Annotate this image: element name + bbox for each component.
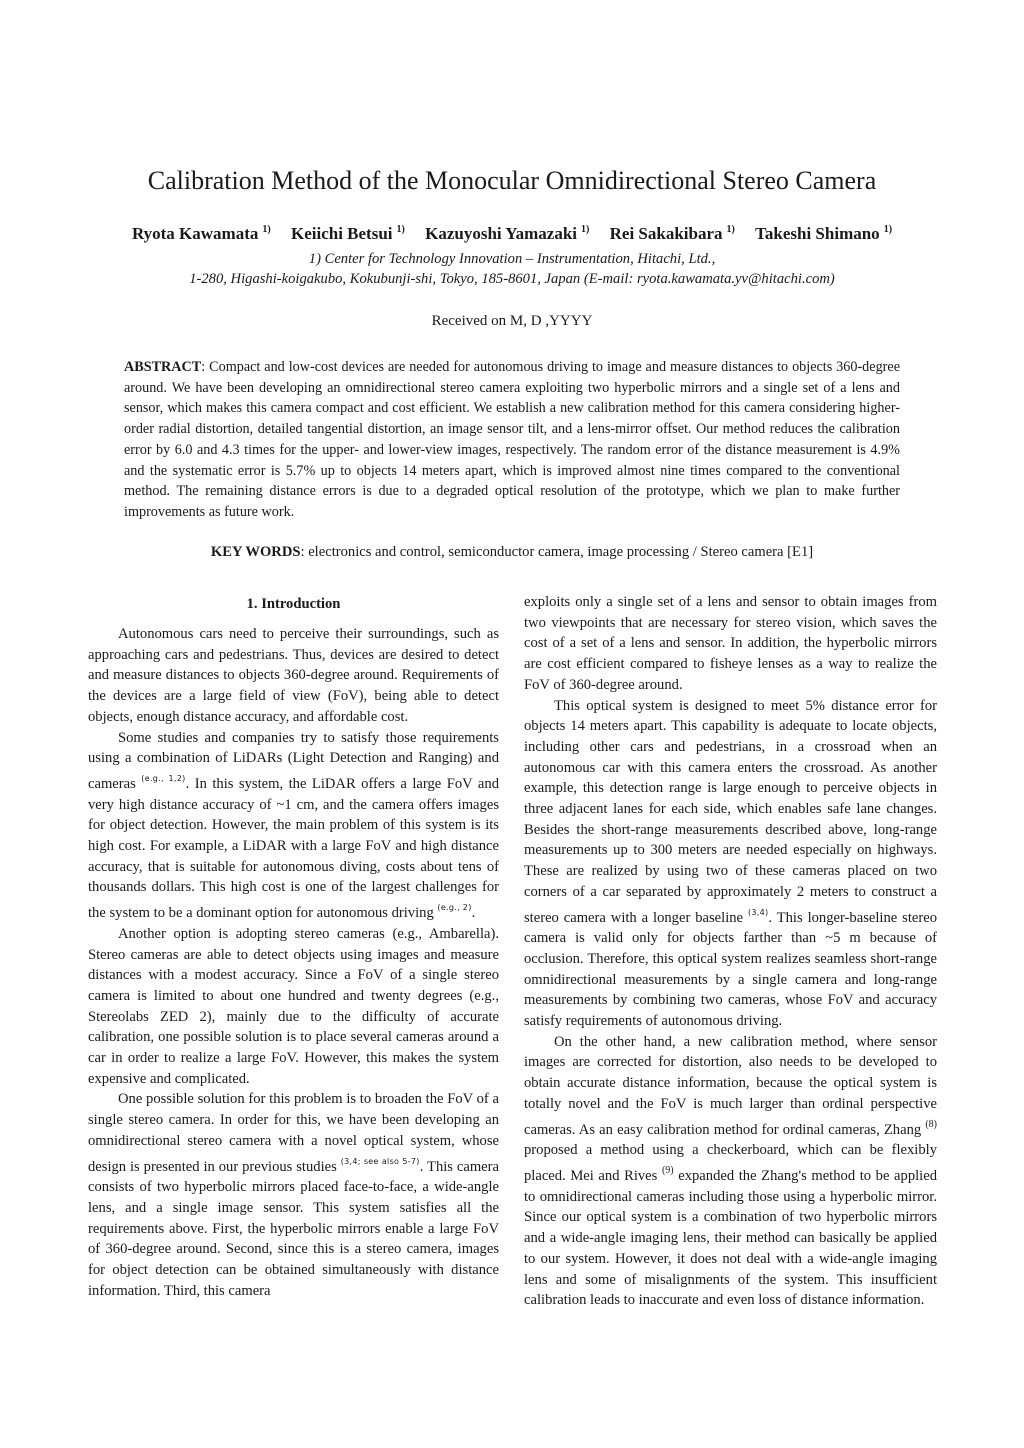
paragraph	[524, 696, 937, 1032]
author	[755, 216, 892, 248]
citation: (9)	[661, 1164, 674, 1176]
author-name: Ryota Kawamata	[131, 224, 259, 243]
keywords	[0, 541, 1024, 563]
paragraph-text: proposed a method using a checkerboard, which can be flexibly placed. Mei and Rives	[524, 1142, 937, 1184]
author	[610, 216, 735, 248]
paragraph-text: . This camera consists of two hyperbolic mirrors placed face-to-face, a wide-angle lens, and a single image sensor. This system satisfies all the requirements above. First, the hyperbolic mirrors enable a large FoV of 360-degree around. Second, since this is a stereo camera, images for object detection can be obtained simultaneously with distance information. Third, this camera	[88, 1158, 499, 1299]
paragraph: Autonomous cars need to perceive their surroundings, such as approaching cars and pedestrians. Thus, devices are desired to detect and measure distances to objects 360-degree around. Requirements of the devices are a large field of view (FoV), being able to detect objects, enough distance accuracy, and affordable cost.	[88, 626, 499, 725]
abstract-text: : Compact and low-cost devices are needed for autonomous driving to image and measure distances to objects 360-degree around. We have been developing an omnidirectional stereo camera exploiting two hyperbolic mirrors and a single set of a lens and sensor, which makes this camera compact and cost efficient. We establish a new calibration method for this camera considering higher-order radial distortion, detailed tangential distortion, an image sensor tilt, and a lens-mirror offset. Our method reduces the calibration error by 6.0 and 4.3 times for the upper- and lower-view images, respectively. The random error of the distance measurement is 4.9% and the systematic error is 5.7% up to objects 14 meters apart, which is improved almost nine times compared to the conventional method. The remaining distance errors is due to a degraded optical resolution of the prototype, which we plan to make further improvements as future work.	[124, 359, 900, 520]
keywords-label: KEY WORDS	[210, 544, 301, 560]
citation: (e.g., 1,2)	[141, 773, 186, 783]
paragraph: Another option is adopting stereo cameras (e.g., Ambarella). Stereo cameras are able to detect objects using images and measure distances with a modest accuracy. Since a FoV of a single stereo camera is limited to about one hundred and twenty degrees (e.g., Stereolabs ZED 2), mainly due to the difficulty of accurate calibration, one possible solution is to place several cameras around a car in order to realize a large FoV. However, this makes the system expensive and complicated.	[88, 925, 499, 1087]
left-column	[88, 592, 499, 1302]
author	[291, 216, 405, 248]
paragraph-text: .	[471, 905, 476, 922]
section-heading: 1. Introduction	[246, 596, 341, 612]
author-affiliation-mark: 1)	[262, 224, 271, 235]
paragraph-text: Some studies and companies try to satisfy those requirements using a combination of LiDARs (Light Detection and Ranging) and cameras	[88, 729, 499, 792]
paragraph	[88, 728, 499, 924]
author-name: Kazuyoshi Yamazaki	[425, 224, 578, 243]
paragraph-text: . In this system, the LiDAR offers a large FoV and very high distance accuracy of ~1 cm, and the camera offers images for object detection. However, the main problem of this system is its high cost. For example, a LiDAR with a large FoV and high distance accuracy, that is suitable for autonomous diving, costs about tens of thousands dollars. This high cost is one of the largest challenges for the system to be a dominant option for autonomous driving	[88, 775, 500, 922]
citation: (e.g., 2)	[437, 903, 472, 913]
author-affiliation-mark: 1)	[581, 224, 590, 235]
affiliation-line: 1) Center for Technology Innovation – Instrumentation, Hitachi, Ltd.,	[308, 251, 716, 267]
paragraph-text: This optical system is designed to meet 5% distance error for objects 14 meters apart. This capability is adequate to locate objects, including other cars and pedestrians, in a crossroad when an autonomous car with this camera enters the crossroad. As another example, this detection range is large enough to perceive objects in three adjacent lanes for each side, which enables safe lane changes. Besides the short-range measurements described above, long-range measurements up to 300 meters are needed especially on highways. These are realized by using two of these cameras placed on two corners of a car separated by approximately 2 meters to construct a stereo camera with a longer baseline	[524, 697, 937, 926]
citation: (8)	[925, 1118, 937, 1130]
paragraph-text: One possible solution for this problem is to broaden the FoV of a single stereo camera. In order for this, we have been developing an omnidirectional stereo camera with a novel optical system, whose design is presented in our previous studies	[88, 1091, 499, 1175]
paragraph	[88, 1089, 499, 1301]
author-affiliation-mark: 1)	[726, 224, 735, 235]
affiliation-address: 1-280, Higashi-koigakubo, Kokubunji-shi, Tokyo, 185-8601, Japan (E-mail: ryota.kawamata.yv@hitachi.com)	[189, 271, 835, 287]
author-affiliation-mark: 1)	[396, 224, 405, 235]
citation: (3,4)	[747, 907, 769, 917]
paragraph-text: On the other hand, a new calibration method, where sensor images are corrected for distortion, also needs to be developed to obtain accurate distance information, because the optical system is totally novel and the FoV is much larger than ordinal perspective cameras. As an easy calibration method for ordinal cameras, Zhang	[524, 1033, 937, 1138]
paragraph: exploits only a single set of a lens and sensor to obtain images from two viewpoints that are necessary for stereo vision, which saves the cost of a set of a lens and sensor. In addition, the hyperbolic mirrors are cost efficient compared to fisheye lenses as a way to realize the FoV of 360-degree around.	[524, 594, 937, 693]
paragraph-text: . This longer-baseline stereo camera is valid only for objects farther than ~5 m because of occlusion. Therefore, this optical system realizes seamless short-range omnidirectional measurements by a single camera and long-range measurements by combining two cameras, whose FoV and accuracy satisfy requirements of autonomous driving.	[524, 909, 937, 1030]
paragraph-text: expanded the Zhang's method to be applied to omnidirectional cameras including those using a hyperbolic mirror. Since our optical system is a combination of two hyperbolic mirrors and a wide-angle imaging lens, their method can basically be applied to our system. However, it does not deal with a wide-angle imaging lens and some of misalignments of the system. This insufficient calibration leads to inaccurate and even loss of distance information.	[524, 1167, 937, 1309]
author-affiliation-mark: 1)	[883, 224, 893, 235]
citation: (3,4; see also 5-7)	[340, 1156, 420, 1166]
paper-title: Calibration Method of the Monocular Omnidirectional Stereo Camera	[147, 166, 877, 195]
keywords-text: : electronics and control, semiconductor camera, image processing / Stereo camera [E1]	[300, 544, 814, 560]
right-column	[524, 592, 937, 1311]
author-name: Rei Sakakibara	[609, 224, 723, 243]
author-name: Keiichi Betsui	[290, 224, 393, 243]
received-date: Received on M, D ,YYYY	[431, 313, 593, 329]
abstract-label: ABSTRACT	[124, 359, 202, 375]
author	[425, 216, 589, 248]
author-name: Takeshi Shimano	[755, 224, 880, 243]
paragraph	[524, 1032, 937, 1311]
abstract	[124, 357, 900, 523]
author	[132, 216, 271, 248]
author-list	[0, 216, 1024, 248]
